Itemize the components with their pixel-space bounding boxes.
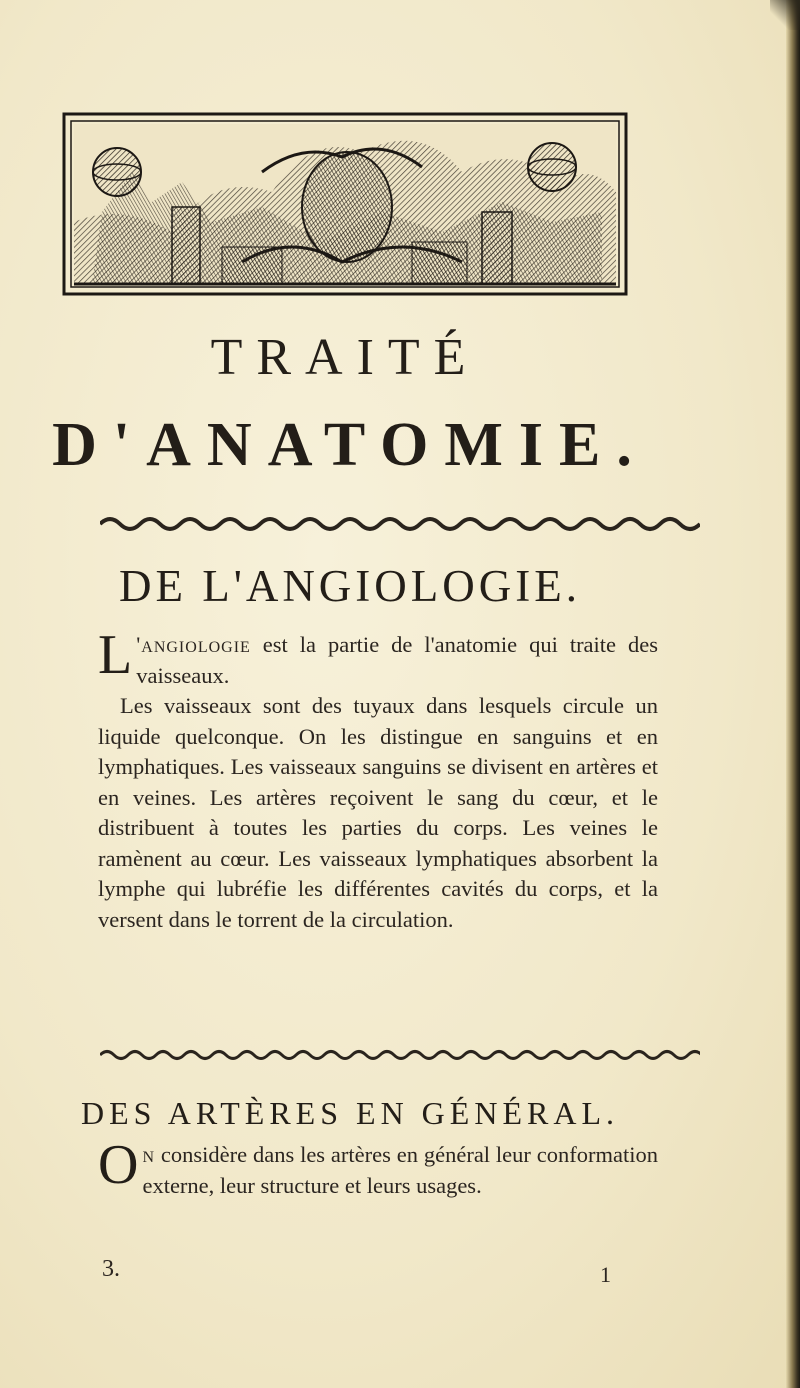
paragraph-vaisseaux: Les vaisseaux sont des tuyaux dans lesquels circule un liquide quelconque. On les distingue en sanguins et en lymphatiques. Les vaisseaux sanguins se divisent en artères et en veines. Les artères reçoivent le sang du cœur, et le distribuent à toutes les parties du corps. Les veines le ramènent au cœur. Les vaisseaux lymphatiques absorbent la lymphe qui lubréfie les différentes cavités du corps, et la versent dans le torrent de la circulation. (98, 693, 658, 932)
drop-cap-o: O (98, 1134, 139, 1196)
drop-cap-l: L (98, 624, 133, 686)
ornamental-rule-top (100, 515, 700, 533)
section-heading-angiologie: DE L'ANGIOLOGIE. (118, 561, 581, 611)
lead-smallcaps: 'angiologie (136, 632, 251, 657)
page-edge-shadow (770, 0, 800, 30)
section-heading-arteres: DES ARTÈRES EN GÉNÉRAL. (81, 1095, 619, 1131)
ornamental-rule-middle (100, 1048, 700, 1062)
engraved-headpiece (62, 112, 628, 296)
lead-sentence-2: considère dans les artères en général leur conformation externe, leur structure et leurs usages. (142, 1142, 658, 1198)
section-angiologie-text (98, 624, 658, 935)
signature-mark: 3. (102, 1256, 120, 1282)
lead-smallcaps-2: n (142, 1142, 156, 1167)
page-number: 1 (600, 1262, 611, 1287)
lead-sentence: est la partie de l'anatomie qui traite des vaisseaux. (136, 632, 658, 688)
book-title-line-2: D'ANATOMIE. (52, 411, 648, 479)
book-title-line-1: TRAITÉ (210, 329, 480, 386)
page-edge (786, 0, 800, 1388)
section-arteres-text (98, 1134, 658, 1201)
